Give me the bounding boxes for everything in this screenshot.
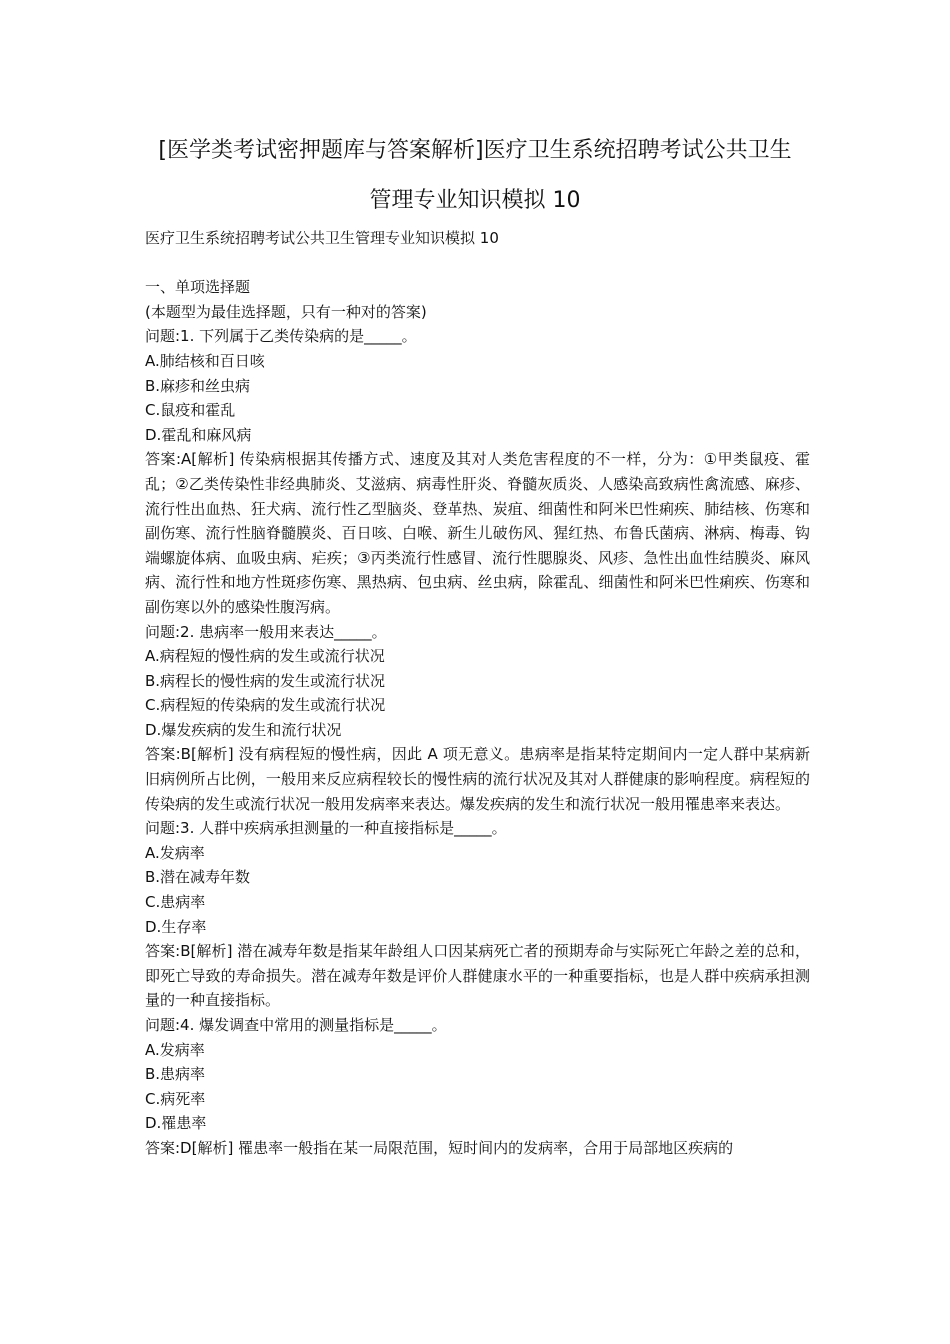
question-stem: 问题:1. 下列属于乙类传染病的是_____。 [145, 327, 417, 346]
question-option: C.病死率 [145, 1089, 206, 1108]
question-option: A.发病率 [145, 843, 205, 862]
question-option: A.发病率 [145, 1040, 205, 1059]
question-option: C.患病率 [145, 893, 206, 912]
answer-explanation: 答案:B[解析] 潜在减寿年数是指某年龄组人口因某病死亡者的预期寿命与实际死亡年龄之差的总和，即死亡导致的寿命损失。潜在减寿年数是评价人群健康水平的一种重要指标，也是人群中疾病承担测量的一种直接指标。 [145, 942, 810, 1010]
question-stem: 问题:2. 患病率一般用来表达_____。 [145, 622, 387, 641]
question-option: B.病程长的慢性病的发生或流行状况 [145, 671, 386, 690]
question-option: B.潜在减寿年数 [145, 868, 251, 887]
question-option: A.肺结核和百日咳 [145, 351, 265, 370]
document-subtitle: 医疗卫生系统招聘考试公共卫生管理专业知识模拟 10 [145, 229, 499, 247]
document-title-line-2: 管理专业知识模拟 10 [369, 188, 581, 213]
section-heading: 一、单项选择题 [145, 278, 251, 297]
document-body [145, 226, 810, 1161]
question-option: A.病程短的慢性病的发生或流行状况 [145, 647, 385, 666]
question-option: D.爆发疾病的发生和流行状况 [145, 720, 342, 739]
question-option: B.患病率 [145, 1065, 206, 1084]
section-note: (本题型为最佳选择题，只有一种对的答案) [145, 302, 427, 321]
document-title-line-1: [医学类考试密押题库与答案解析]医疗卫生系统招聘考试公共卫生 [158, 138, 792, 163]
question-option: B.麻疹和丝虫病 [145, 376, 251, 395]
question-option: C.病程短的传染病的发生或流行状况 [145, 696, 386, 715]
question-stem: 问题:3. 人群中疾病承担测量的一种直接指标是_____。 [145, 819, 507, 838]
question-stem: 问题:4. 爆发调查中常用的测量指标是_____。 [145, 1016, 447, 1034]
question-option: C.鼠疫和霍乱 [145, 401, 236, 420]
blank-line [145, 251, 810, 276]
question-option: D.罹患率 [145, 1114, 207, 1133]
answer-explanation: 答案:D[解析] 罹患率一般指在某一局限范围，短时间内的发病率，合用于局部地区疾病的 [145, 1138, 734, 1157]
answer-explanation: 答案:A[解析] 传染病根据其传播方式、速度及其对人类危害程度的不一样，分为：①甲类鼠疫、霍乱；②乙类传染性非经典肺炎、艾滋病、病毒性肝炎、脊髓灰质炎、人感染高致病性禽流感、麻疹、流行性出血热、狂犬病、流行性乙型脑炎、登革热、炭疽、细菌性和阿米巴性痢疾、肺结核、伤寒和副伤寒、流行性脑脊髓膜炎、百日咳、白喉、新生儿破伤风、猩红热、布鲁氏菌病、淋病、梅毒、钩端螺旋体病、血吸虫病、疟疾；③丙类流行性感冒、流行性腮腺炎、风疹、急性出血性结膜炎、麻风病、流行性和地方性斑疹伤寒、黑热病、包虫病、丝虫病，除霍乱、细菌性和阿米巴性痢疾、伤寒和副伤寒以外的感染性腹泻病。 [145, 450, 810, 616]
question-option: D.霍乱和麻风病 [145, 425, 252, 444]
question-option: D.生存率 [145, 917, 207, 936]
answer-explanation: 答案:B[解析] 没有病程短的慢性病，因此 A 项无意义。患病率是指某特定期间内一定人群中某病新旧病例所占比例，一般用来反应病程较长的慢性病的流行状况及其对人群健康的影响程度。病程短的传染病的发生或流行状况一般用发病率来表达。爆发疾病的发生和流行状况一般用罹患率来表达。 [145, 745, 810, 813]
